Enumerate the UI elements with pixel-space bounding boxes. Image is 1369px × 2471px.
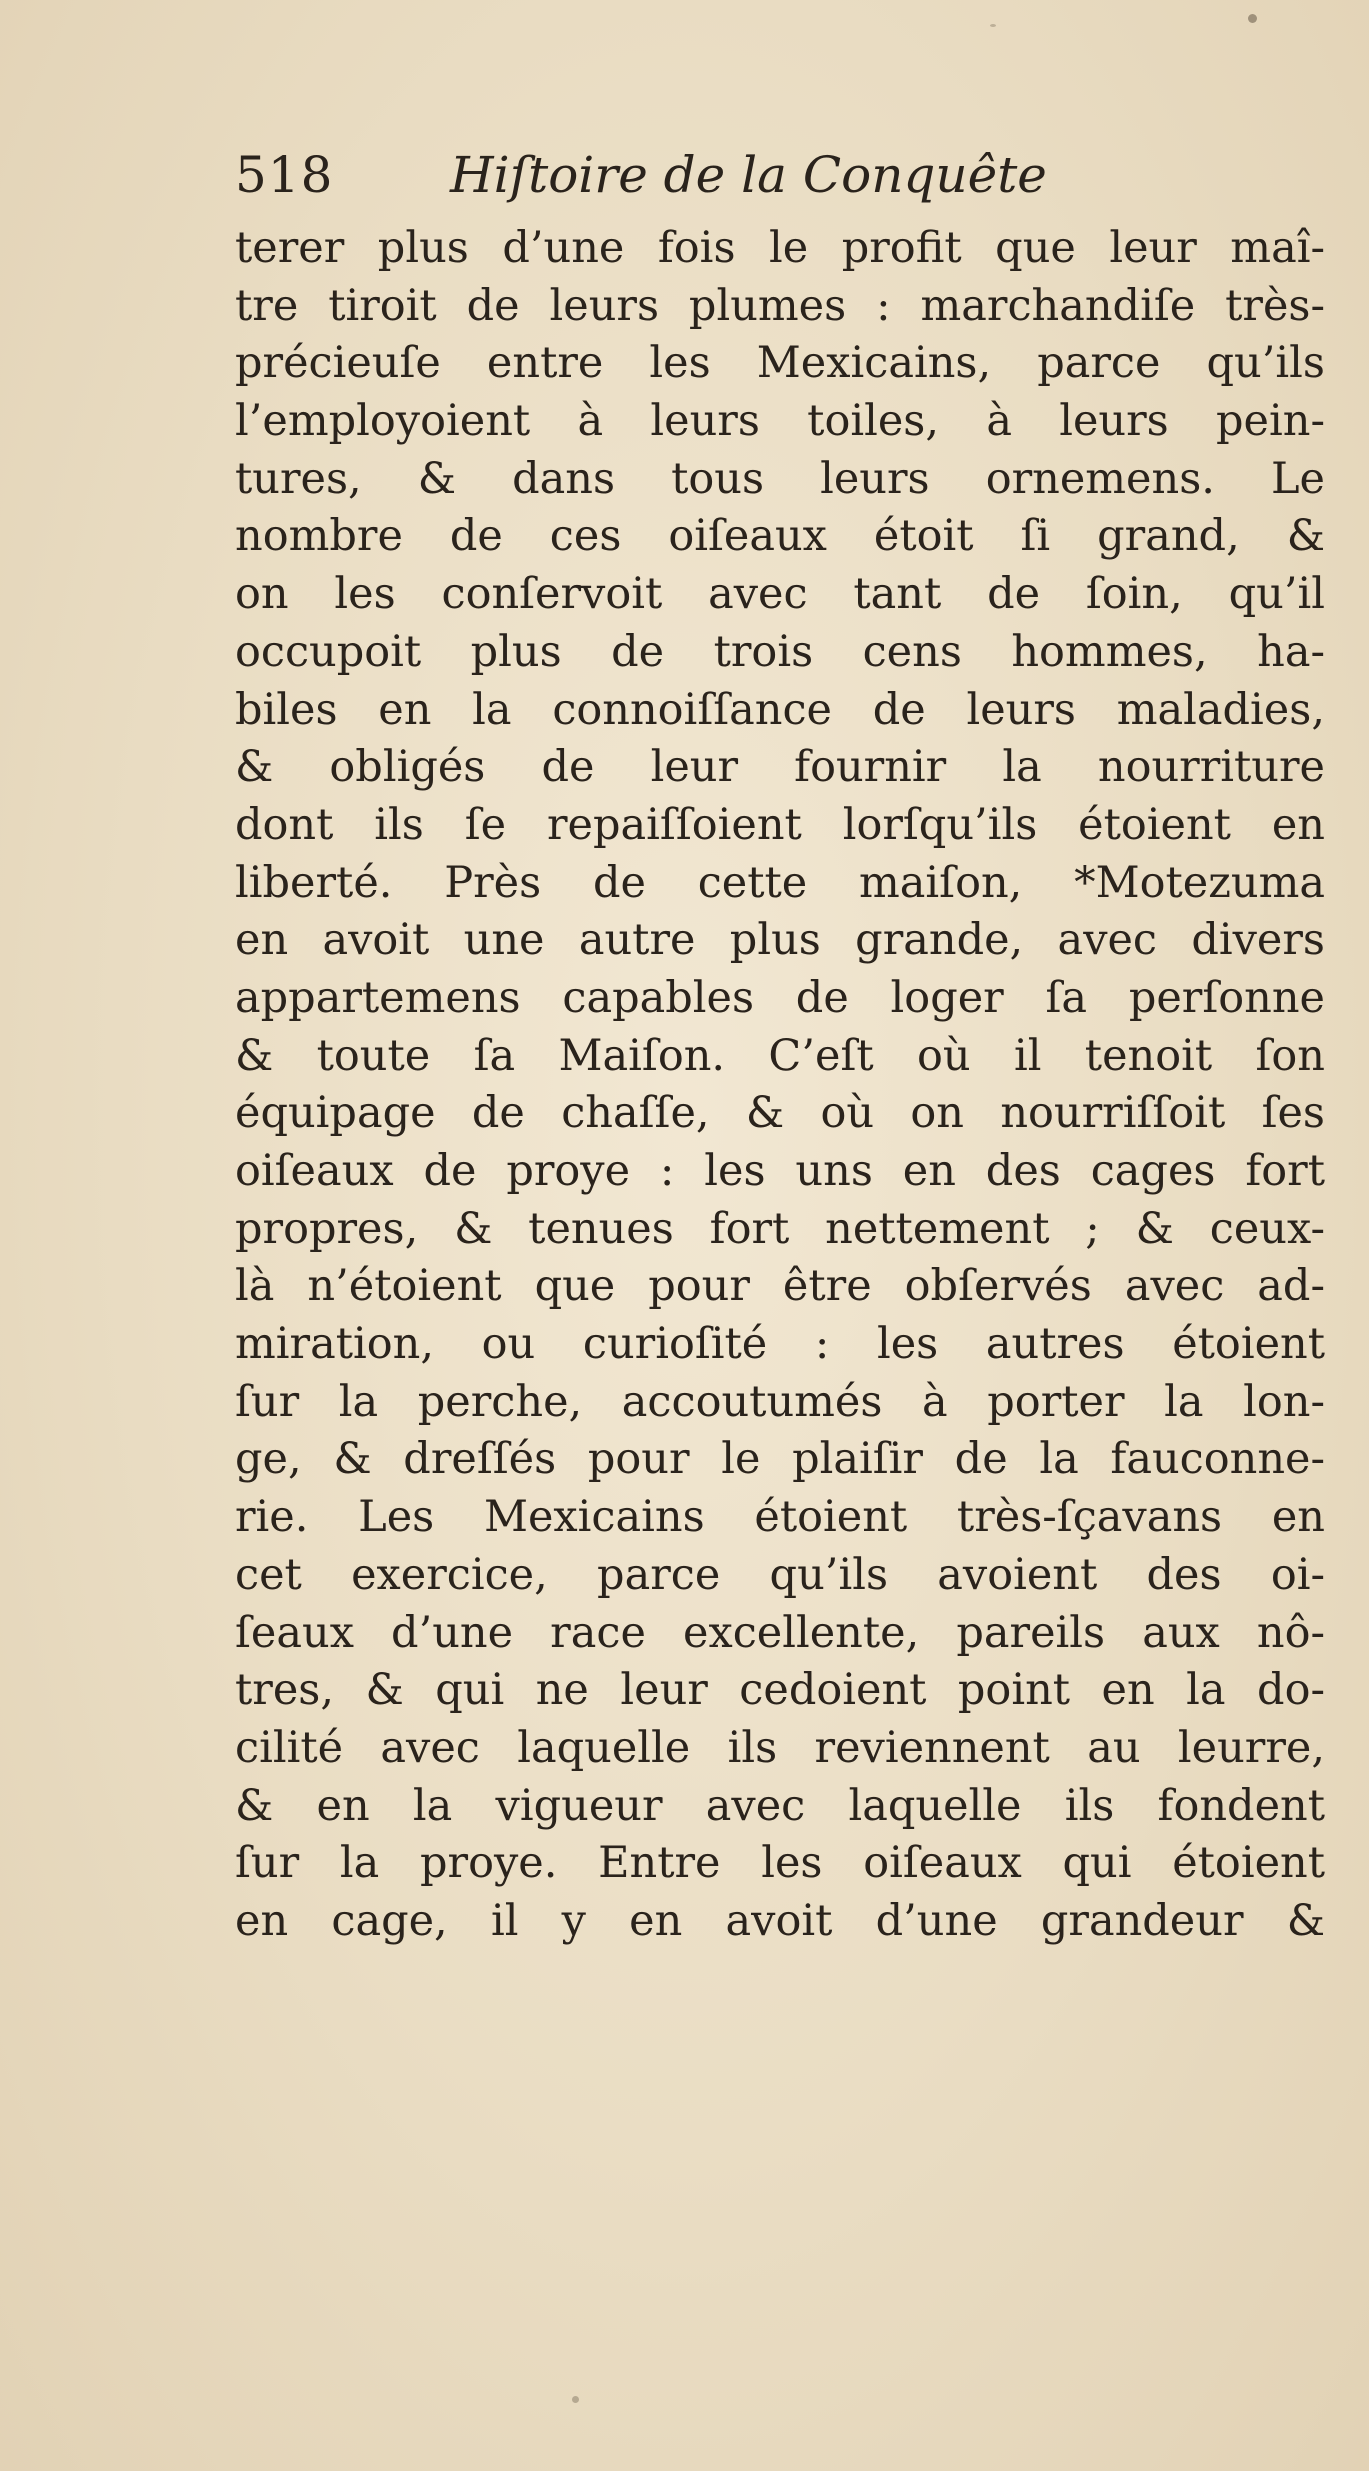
ink-speck: [572, 2396, 579, 2403]
text-line: ſeaux d’une race excellente, pareils aux nô-: [235, 1607, 1325, 1658]
text-line: tre tiroit de leurs plumes : marchandiſe très-: [235, 280, 1325, 331]
text-line: là n’étoient que pour être obſervés avec ad-: [235, 1261, 1325, 1312]
running-title: Hiſtoire de la Conquête: [450, 146, 1047, 204]
text-line: rie. Les Mexicains étoient très-ſçavans en: [235, 1492, 1325, 1543]
text-line: miration, ou curioſité : les autres étoient: [235, 1319, 1325, 1370]
text-line: en cage, il y en avoit d’une grandeur &: [235, 1895, 1325, 1946]
text-line: ge, & dreſſés pour le plaiſir de la fauconne-: [235, 1434, 1325, 1485]
text-line: & obligés de leur fournir la nourriture: [235, 742, 1325, 793]
text-line: précieuſe entre les Mexicains, parce qu’ils: [235, 338, 1325, 389]
text-line: équipage de chaſſe, & où on nourriſſoit ſes: [235, 1088, 1325, 1139]
text-line: l’employoient à leurs toiles, à leurs pein-: [235, 396, 1325, 447]
text-line: dont ils ſe repaiſſoient lorſqu’ils étoient en: [235, 799, 1325, 850]
text-line: biles en la connoiſſance de leurs maladies,: [235, 684, 1325, 735]
text-line: tures, & dans tous leurs ornemens. Le: [235, 453, 1325, 504]
page-header: [235, 140, 1135, 210]
ink-speck: [990, 24, 996, 27]
text-line: liberté. Près de cette maiſon, *Motezuma: [235, 857, 1325, 908]
ink-speck: [1248, 14, 1257, 23]
text-line: en avoit une autre plus grande, avec divers: [235, 915, 1325, 966]
text-line: ſur la proye. Entre les oiſeaux qui étoient: [235, 1838, 1325, 1889]
body-text: [235, 220, 1325, 1951]
text-line: on les conſervoit avec tant de ſoin, qu’il: [235, 569, 1325, 620]
text-line: terer plus d’une fois le profit que leur maî-: [235, 223, 1325, 273]
text-line: cet exercice, parce qu’ils avoient des oi-: [235, 1549, 1325, 1600]
text-line: ſur la perche, accoutumés à porter la lon-: [235, 1376, 1325, 1427]
text-line: cilité avec laquelle ils reviennent au leurre,: [235, 1722, 1325, 1773]
text-line: & en la vigueur avec laquelle ils fondent: [235, 1780, 1325, 1831]
text-line: nombre de ces oiſeaux étoit ſi grand, &: [235, 511, 1325, 562]
text-line: & toute ſa Maiſon. C’eſt où il tenoit ſon: [235, 1030, 1325, 1081]
text-line: occupoit plus de trois cens hommes, ha-: [235, 626, 1325, 677]
page-number: 518: [235, 146, 334, 204]
text-line: appartemens capables de loger ſa perſonne: [235, 972, 1325, 1023]
text-line: oiſeaux de proye : les uns en des cages fort: [235, 1146, 1325, 1196]
text-line: propres, & tenues fort nettement ; & ceux-: [235, 1203, 1325, 1254]
text-line: tres, & qui ne leur cedoient point en la do-: [235, 1665, 1325, 1716]
